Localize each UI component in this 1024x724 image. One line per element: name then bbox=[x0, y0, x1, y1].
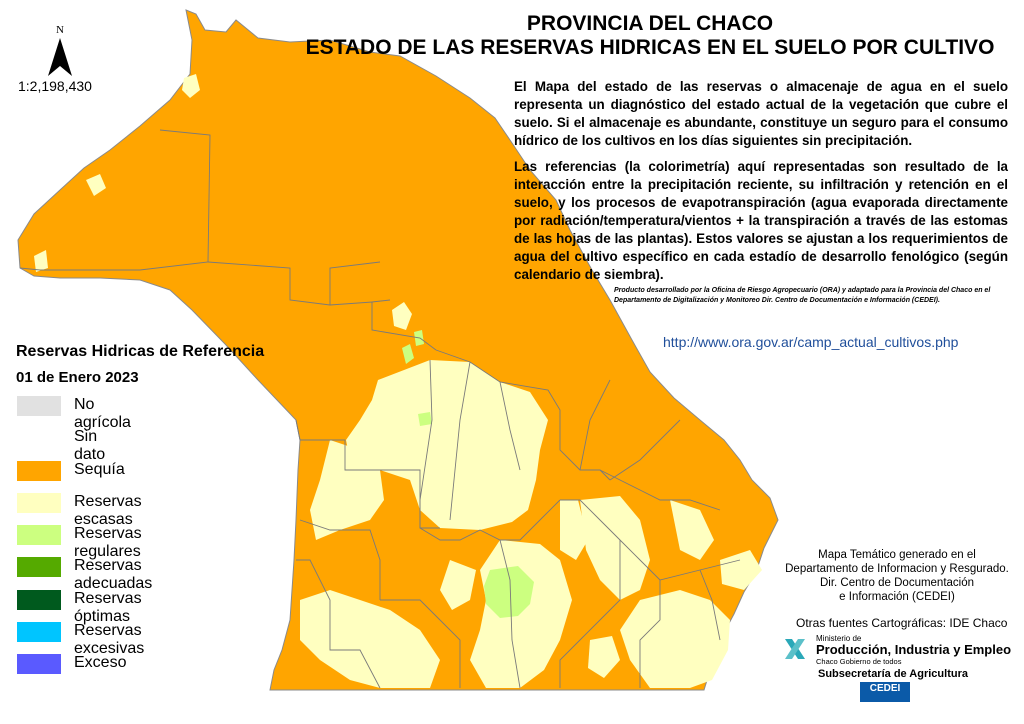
cedei-logo bbox=[860, 682, 910, 702]
map-title bbox=[280, 12, 1020, 60]
legend-label: No agrícola bbox=[74, 396, 131, 431]
ministry-logo bbox=[782, 634, 1014, 666]
north-arrow-icon bbox=[48, 38, 72, 76]
legend-swatch-regulares bbox=[17, 525, 61, 545]
ministry-main: Producción, Industria y Empleo bbox=[816, 642, 1012, 657]
title-line2: ESTADO DE LAS RESERVAS HIDRICAS EN EL SUELO POR CULTIVO bbox=[305, 36, 995, 59]
legend-swatch-optimas bbox=[17, 590, 61, 610]
north-label: N bbox=[56, 24, 64, 36]
footer-line1: Mapa Temático generado en el bbox=[818, 549, 976, 561]
scale-label: 1:2,198,430 bbox=[18, 78, 92, 94]
subsecretaria: Subsecretaría de Agricultura bbox=[818, 668, 968, 680]
legend-swatch-escasas bbox=[17, 493, 61, 513]
footer-line4: e Información (CEDEI) bbox=[839, 591, 955, 603]
footer-line2: Departamento de Informacion y Resgurado. bbox=[785, 563, 1009, 575]
legend-label: Exceso bbox=[74, 654, 127, 672]
legend-label: Reservas adecuadas bbox=[74, 557, 153, 593]
legend-title: Reservas Hidricas de Referencia bbox=[16, 343, 265, 360]
legend-swatch-adecuadas bbox=[17, 557, 61, 577]
cedei-label: CEDEI bbox=[869, 683, 901, 694]
title-line1: PROVINCIA DEL CHACO bbox=[526, 12, 774, 35]
ministry-x-icon bbox=[782, 636, 808, 662]
description bbox=[514, 78, 1008, 292]
legend-swatch-sin-dato bbox=[17, 428, 61, 448]
legend-label: Reservas óptimas bbox=[74, 589, 142, 625]
other-sources: Otras fuentes Cartográficas: IDE Chaco bbox=[796, 616, 1008, 630]
legend-swatch-exceso bbox=[17, 654, 61, 674]
description-p1: El Mapa del estado de las reservas o almacenaje de agua en el suelo representa un diagnóstico del estado actual de la vegetación que cubre el suelo. Si el almacenaje es abundante, constituye un seguro para el consumo hídrico de los cultivos en los días siguientes sin precipitación. bbox=[514, 79, 1008, 148]
ministry-sub: Chaco Gobierno de todos bbox=[816, 657, 902, 666]
legend-label: Reservas escasas bbox=[74, 492, 142, 528]
legend-date: 01 de Enero 2023 bbox=[16, 369, 139, 386]
legend-label: Reservas excesivas bbox=[74, 622, 145, 658]
legend-swatch-excesivas bbox=[17, 622, 61, 642]
ministry-top: Ministerio de bbox=[816, 634, 862, 643]
source-url[interactable]: http://www.ora.gov.ar/camp_actual_cultivos.php bbox=[663, 334, 959, 350]
legend-label: Reservas regulares bbox=[74, 525, 142, 561]
description-p2: Las referencias (la colorimetría) aquí representadas son resultado de la interacción entre la precipitación reciente, su infiltración y retención en el suelo, y los procesos de evapotranspiración (agua evaporada directamente por radiación/temperatura/vientos + la transpiración a través de las estomas de las hojas de las plantas). Estos valores se ajustan a los requerimientos de agua del cultivo específico en cada estadío de desarrollo fenológico (según calendario de siembra). bbox=[514, 159, 1008, 282]
footer-line3: Dir. Centro de Documentación bbox=[819, 577, 975, 589]
footer-credit bbox=[780, 548, 1014, 604]
legend-label: Sin dato bbox=[74, 428, 106, 464]
legend-swatch-no-agricola bbox=[17, 396, 61, 416]
legend-label: Sequía bbox=[74, 460, 125, 478]
legend-swatch-sequia bbox=[17, 461, 61, 481]
credit-note: Producto desarrollado por la Oficina de Riesgo Agropecuario (ORA) y adaptado para la Provincia del Chaco en el Departamento de Digitalización y Monitoreo Dir. Centro de Documentación e Información (CEDEI). bbox=[614, 287, 991, 304]
